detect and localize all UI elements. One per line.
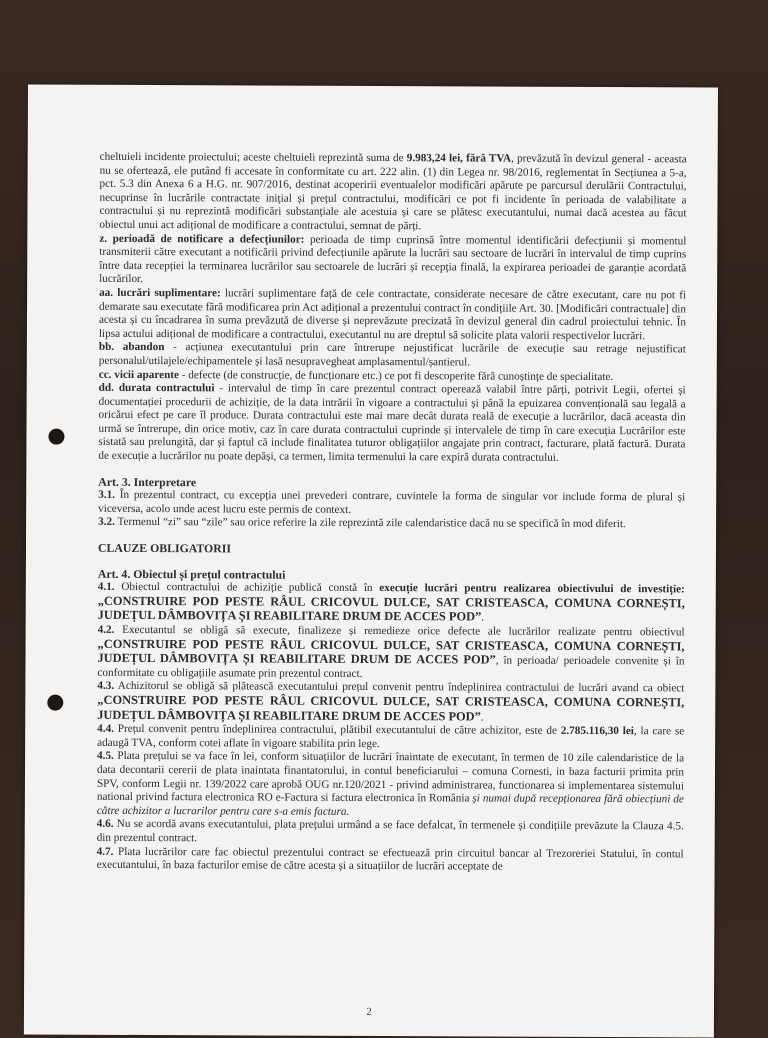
clause-4-6: 4.6. Nu se acordă avans executantului, plata prețului urmând a se face defalcat, în termenele și condițiile prevăzute la Clauza 4.5. din prezentul contract.	[96, 818, 684, 845]
punch-hole	[48, 429, 64, 445]
project-name: „CONSTRUIRE POD PESTE RÂUL CRICOVUL DULCE, SAT CRISTEASCA, COMUNA CORNEȘTI, JUDEȚUL DÂMBOVIȚA ȘI REABILITARE DRUM DE ACCES POD”	[97, 692, 685, 724]
clause-3-1: 3.1. În prezentul contract, cu excepția unei prevederi contrare, cuvintele la forma de singular vor include forma de plural și viceversa, acolo unde acest lucru este permis de context.	[98, 489, 686, 516]
paragraph-y: cheltuieli incidente proiectului; aceste cheltuieli reprezintă suma de 9.983,24 lei, fără TVA, prevăzută în devizul general - aceasta nu se ofertează, ele putând fi accesate în conformitate cu art. 222 alin. (1) din Legea nr. 98/2016, reglementat în Secțiunea a 5-a, pct. 5.3 din Anexa 6 a H.G. nr. 907/2016, destinat acoperirii eventualelor modificări apărute pe parcursul derulării Contractului, necuprinse în lucrările contractate inițial și prețul contractului, modificări ce pot fi incidente în perioada de valabilitate a contractului și nu reprezintă modificări substanțiale ale acestuia și care se plătesc executantului, numai dacă acestea au făcut obiectul unui act adițional de modificare a contractului, semnat de părți.	[99, 150, 687, 233]
paragraph-dd: dd. durata contractului - intervalul de timp în care prezentul contract operează valabil între părți, potrivit Legii, ofertei și documentației procedurii de achiziție, de la data intrării în vigoare a contractului și până la epuizarea convențională sau legală a oricărui efect pe care îl produce. Durata contractului este mai mare decât durata reală de execuție a lucrărilor, dacă aceasta din urmă se întrerupe, din orice motiv, caz în care durata contractului cuprinde și intervalele de timp în care execuția Lucrărilor este sistată sau prelungită, dar și faptul că include finalitatea tuturor obligațiilor angajate prin contract, facturare, plată factură. Durata de execuție a lucrărilor nu poate depăși, ca termen, limita termenului la care expiră durata contractului.	[98, 381, 686, 464]
article-3-title: Art. 3. Interpretare	[98, 474, 197, 489]
document-page	[24, 84, 718, 1037]
definition-term: cc. vicii aparente	[98, 368, 180, 381]
amount-diverse: 9.983,24 lei, fără TVA	[406, 152, 512, 165]
clause-4-1: 4.1. Obiectul contractului de achiziție publică constă în execuție lucrări pentru realizarea obiectivului de investiție: „CONSTRUIRE POD PESTE RÂUL CRICOVUL DULCE, SAT CRISTEASCA, COMUNA CORNEȘTI, JUDEȚUL DÂMBOVIȚA ȘI REABILITARE DRUM DE ACCES POD”.	[97, 581, 685, 624]
paragraph-aa: aa. lucrări suplimentare: lucrări suplimentare față de cele contractate, considerate necesare de către executant, care nu pot fi demarate sau executate fără modificarea prin Act adițional a prezentului contract în condițiile Art. 30. [Modificări contractuale] din acesta și cu încadrarea în suma prevăzută de diverse și neprevăzute precizată în devizul general din cadrul proiectului tehnic. În lipsa actului adițional de modificare a contractului, executantul nu are dreptul să solicite plata valorii respectivelor lucrări.	[98, 286, 687, 342]
definition-term: bb. abandon	[98, 341, 165, 354]
clause-4-2: 4.2. Executantul se obligă să execute, finalizeze și remedieze orice defecte ale lucrărilor realizate pentru obiectivul „CONSTRUIRE POD PESTE RÂUL CRICOVUL DULCE, SAT CRISTEASCA, COMUNA CORNEȘTI, JUDEȚUL DÂMBOVIȚA ȘI REABILITARE DRUM DE ACCES POD”, în perioada/ perioadele convenite și în conformitate cu obligațiile asumate prin prezentul contract.	[97, 623, 685, 680]
punch-hole	[47, 695, 63, 711]
clause-3-2: 3.2. Termenul “zi” sau “zile” sau orice referire la zile reprezintă zile calendaristice dacă nu se specifică în mod diferit.	[98, 516, 626, 531]
project-name: „CONSTRUIRE POD PESTE RÂUL CRICOVUL DULCE, SAT CRISTEASCA, COMUNA CORNEȘTI, JUDEȚUL DÂMBOVIȚA ȘI REABILITARE DRUM DE ACCES POD”	[97, 636, 685, 667]
contract-price: 2.785.116,30 lei	[560, 724, 634, 738]
article-4-title: Art. 4. Obiectul și prețul contractului	[97, 566, 286, 582]
clause-4-4: 4.4. Prețul convenit pentru îndeplinirea contractului, plătibil executantului de către achizitor, este de 2.785.116,30 lei, la care se adaugă TVA, conform cotei aflate în vigoare stabilita prin lege.	[97, 722, 685, 750]
definition-term: aa. lucrări suplimentare:	[99, 286, 221, 300]
clause-4-3: 4.3. Achizitorul se obligă să plătească executantului prețul convenit pentru îndeplinirea contractului de lucrări avand ca obiect „CONSTRUIRE POD PESTE RÂUL CRICOVUL DULCE, SAT CRISTEASCA, COMUNA CORNEȘTI, JUDEȚUL DÂMBOVIȚA ȘI REABILITARE DRUM DE ACCES POD”.	[97, 680, 685, 724]
paragraph-z: z. perioadă de notificare a defecțiunilor: perioada de timp cuprinsă între momentul identificării defecțiunii și momentul transmiterii către executant a notificării privind defecțiunile apărute la lucrări sau sectoare de lucrări în intervalul de timp cuprins între data recepției la terminarea lucrărilor sau sectoarele de lucrări și recepția finală, la expirarea perioadei de garanție acordată lucrărilor.	[99, 232, 687, 286]
definition-term: dd. durata contractului	[98, 381, 215, 395]
project-name: „CONSTRUIRE POD PESTE RÂUL CRICOVUL DULCE, SAT CRISTEASCA, COMUNA CORNEȘTI, JUDEȚUL DÂMBOVIȚA ȘI REABILITARE DRUM DE ACCES POD”	[97, 593, 685, 624]
page-number: 2	[366, 1005, 372, 1019]
paragraph-bb: bb. abandon - acțiunea executantului prin care întrerupe nejustificat lucrările de execuție sau retrage nejustificat personalul/utilajele/echipamentele și lasă nesupravegheat amplasamentul/șantierul.	[98, 341, 686, 369]
definition-term: z. perioadă de notificare a defecțiunilor:	[99, 232, 305, 246]
page-content	[97, 151, 687, 875]
clause-4-7: 4.7. Plata lucrărilor care fac obiectul prezentului contract se efectuează prin circuitul bancar al Trezoreriei Statului, în contul executantului, în baza facturilor emise de către acesta și a situațiilor de lucrări acceptate de	[96, 845, 684, 873]
paragraph-cc: cc. vicii aparente - defecte (de construcție, de funcționare etc.) ce pot fi descoperite fără cunoștințe de specialitate.	[98, 368, 614, 383]
section-title: CLAUZE OBLIGATORII	[97, 540, 231, 556]
clause-4-5: 4.5. Plata prețului se va face în lei, conform situațiilor de lucrări înaintate de executant, în termen de 10 zile calendaristice de la data decontarii cererii de plata inaintata finantatorului, in contul beneficiarului – comuna Cornesti, in baza facturii primita prin SPV, conform Legii nr. 139/2022 care aprobă OUG nr.120/2021 - privind administrarea, functionarea si implementarea sistemului national privind factura electronica RO e-Factura si factura electronica în România și numai după recepționarea fără obiecțiuni de către achizitor a lucrarilor pentru care s-a emis factura.	[96, 750, 685, 818]
